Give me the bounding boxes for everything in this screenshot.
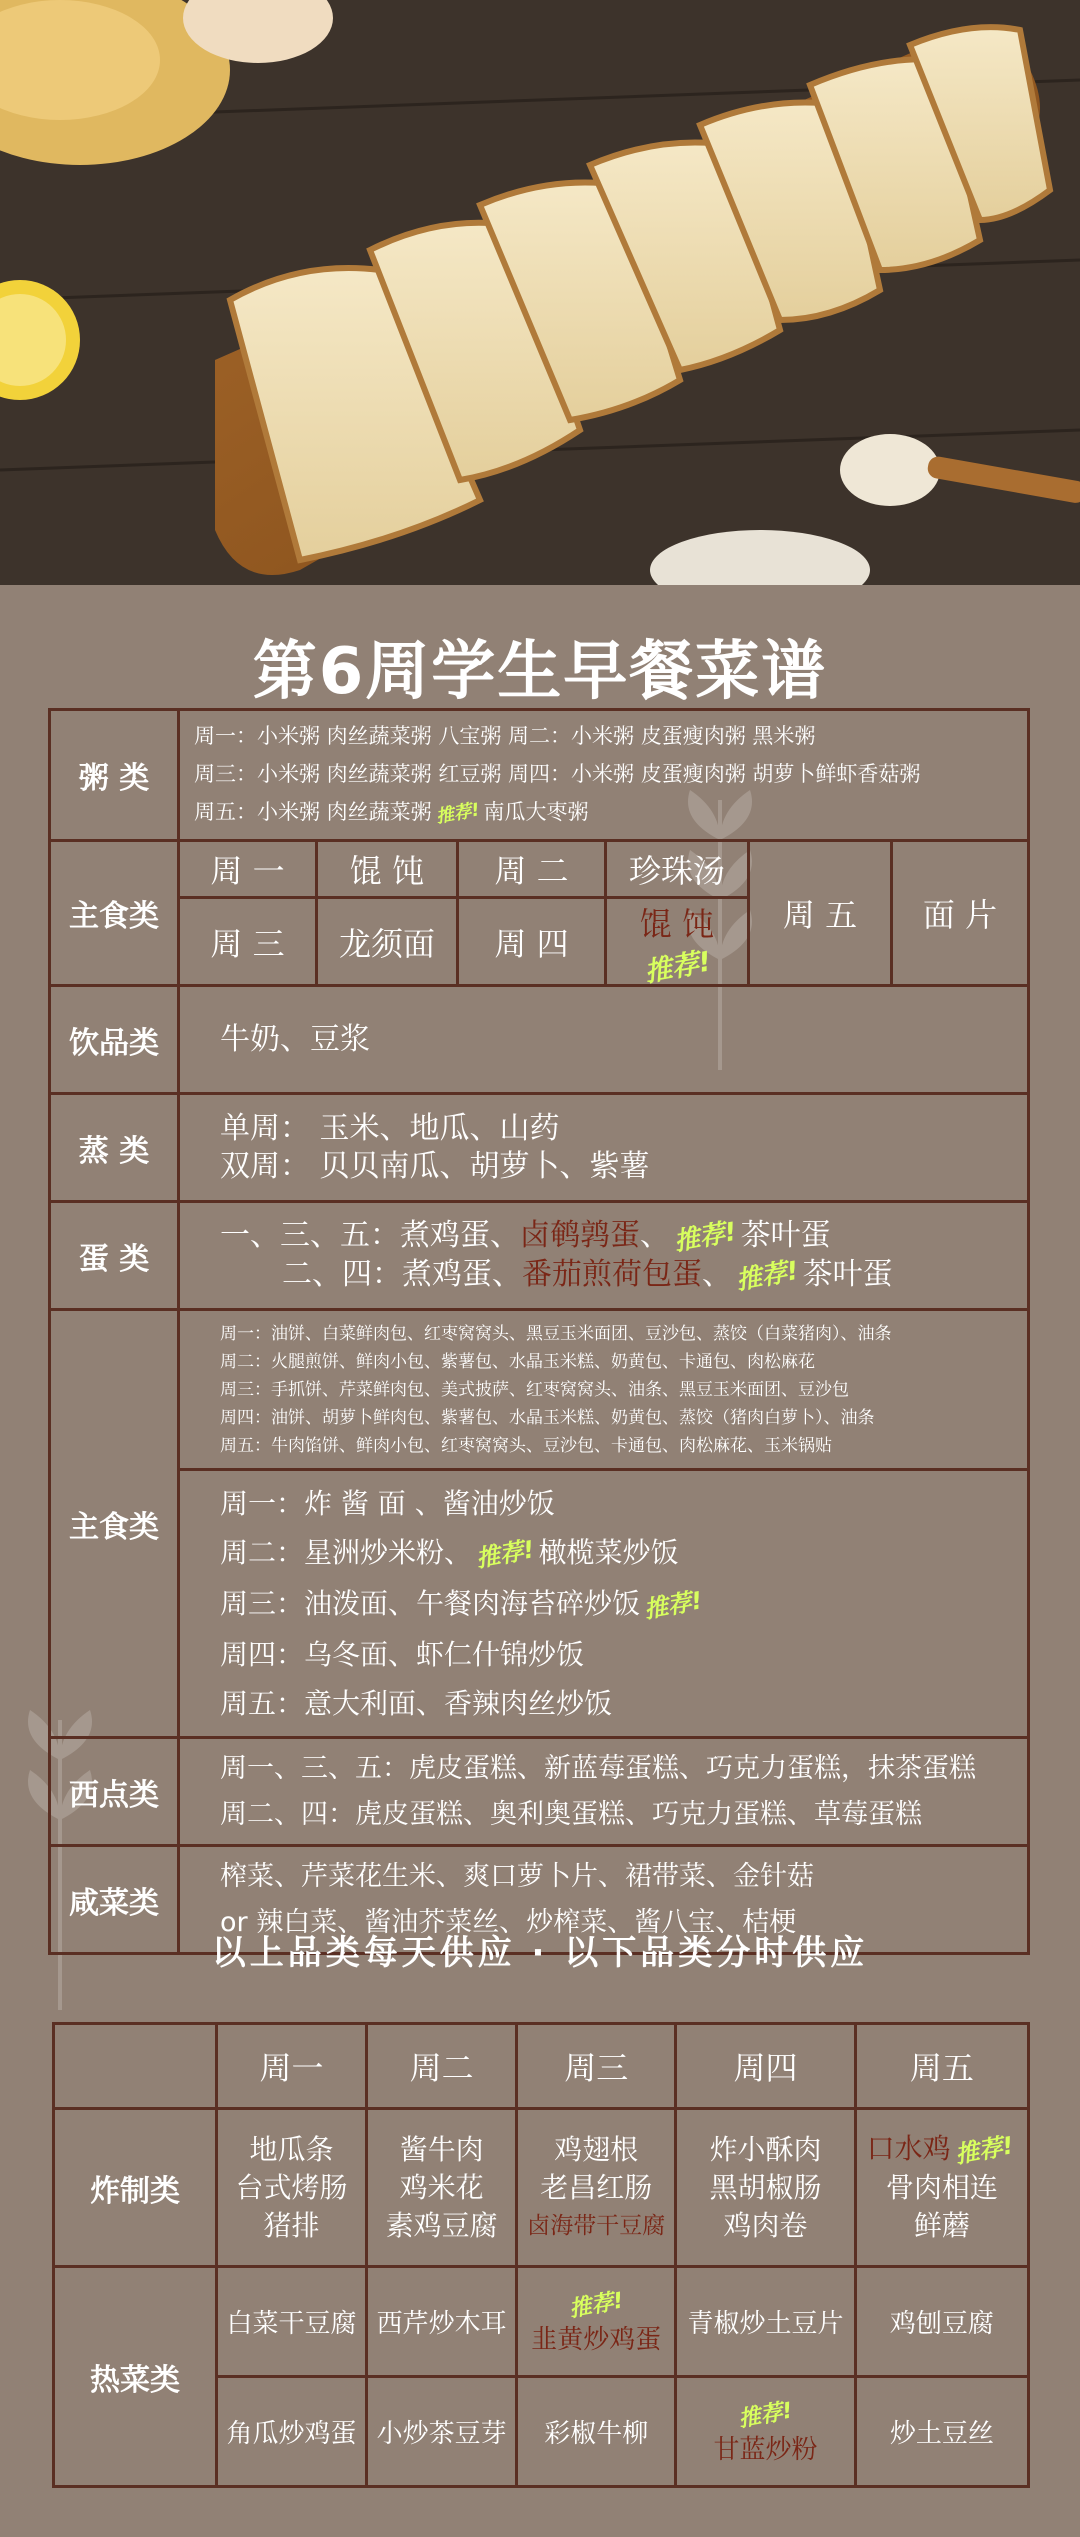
daily-menu-table	[48, 708, 1030, 1955]
recommend-badge: 推荐!	[733, 1255, 801, 1296]
list-item: 周一：油饼、白菜鲜肉包、红枣窝窝头、黑豆玉米面团、豆沙包、蒸饺（白菜猪肉）、油条	[220, 1323, 892, 1344]
congee-line: 南瓜大枣粥	[483, 800, 589, 824]
congee-cell	[179, 710, 1029, 841]
steam-cell	[179, 1094, 1029, 1202]
list-item: 二、四：煮鸡蛋、番茄煎荷包蛋、推荐!茶叶蛋	[220, 1256, 987, 1295]
hero-bread-photo	[0, 0, 1080, 585]
food-item: 老昌红肠	[540, 2170, 653, 2204]
day-cell: 周 五	[749, 841, 892, 986]
list-item	[194, 793, 1013, 833]
list-item: 周四：油饼、胡萝卜鲜肉包、紫薯包、水晶玉米糕、奶黄包、蒸饺（猪肉白萝卜）、油条	[220, 1407, 875, 1428]
category-label: 蛋 类	[50, 1202, 179, 1310]
list-item: 榨菜、芹菜花生米、爽口萝卜片、裙带菜、金针菇	[220, 1860, 814, 1892]
pastry-cell	[179, 1738, 1029, 1846]
list-item: 单周： 玉米、地瓜、山药	[220, 1110, 560, 1146]
table-row	[50, 1202, 1029, 1310]
food-item: 炸小酥肉	[709, 2132, 822, 2166]
drink-cell: 牛奶、豆浆	[179, 986, 1029, 1094]
food-item: 鸡肉卷	[723, 2208, 808, 2242]
day-cell: 周 二	[458, 841, 606, 898]
category-label: 蒸 类	[50, 1094, 179, 1202]
category-label: 饮品类	[50, 986, 179, 1094]
table-row	[50, 1094, 1029, 1202]
list-item: 周一：炸 酱 面 、酱油炒饭	[220, 1487, 555, 1520]
food-text: 馄 饨	[639, 905, 715, 943]
staple-text: 周三：油泼面、午餐肉海苔碎炒饭	[220, 1587, 641, 1620]
food-item: 鸡翅根	[554, 2132, 639, 2166]
staple-small-cell	[179, 1310, 1029, 1470]
food-cell: 珍珠汤	[606, 841, 749, 898]
food-cell: 白菜干豆腐	[217, 2267, 367, 2377]
list-item: 周二：火腿煎饼、鲜肉小包、紫薯包、水晶玉米糕、奶黄包、卡通包、肉松麻花	[220, 1351, 815, 1372]
list-item: 周二、四：虎皮蛋糕、奥利奥蛋糕、巧克力蛋糕、草莓蛋糕	[220, 1798, 922, 1830]
day-header: 周三	[517, 2024, 676, 2109]
table-row	[54, 2024, 1029, 2109]
food-cell: 青椒炒土豆片	[676, 2267, 855, 2377]
table-row	[54, 2267, 1029, 2377]
egg-text: 一、三、五：煮鸡蛋、	[220, 1217, 520, 1253]
day-cell: 周 三	[179, 898, 317, 986]
recommend-badge: 推荐!	[641, 1586, 705, 1624]
day-cell: 周 四	[458, 898, 606, 986]
food-text: 口水鸡	[866, 2132, 951, 2165]
food-item: 鸡米花	[399, 2170, 484, 2204]
food-item: 骨肉相连	[885, 2171, 998, 2204]
egg-text: 卤鹌鹑蛋	[520, 1217, 640, 1253]
list-item: 周三：手抓饼、芹菜鲜肉包、美式披萨、红枣窝窝头、油条、黑豆玉米面团、豆沙包	[220, 1379, 849, 1400]
staple-text: 周二：星洲炒米粉、	[220, 1536, 473, 1569]
recommend-badge: 推荐!	[434, 799, 481, 828]
food-cell	[676, 2109, 855, 2267]
recommend-badge: 推荐!	[567, 2286, 626, 2322]
egg-text: 二、四：煮鸡蛋、	[282, 1256, 522, 1292]
food-cell: 小炒茶豆芽	[367, 2377, 517, 2487]
food-item: 台式烤肠	[235, 2170, 348, 2204]
food-cell	[517, 2267, 676, 2377]
food-cell	[517, 2109, 676, 2267]
food-cell	[367, 2109, 517, 2267]
category-label: 炸制类	[54, 2109, 217, 2267]
list-item: 周三：小米粥 肉丝蔬菜粥 红豆粥 周四：小米粥 皮蛋瘦肉粥 胡萝卜鲜虾香菇粥	[194, 762, 921, 786]
food-cell: 西芹炒木耳	[367, 2267, 517, 2377]
category-label: 咸菜类	[50, 1846, 179, 1954]
food-cell: 炒土豆丝	[855, 2377, 1028, 2487]
list-item: or 辣白菜、酱油芥菜丝、炒榨菜、酱八宝、桔梗	[220, 1906, 797, 1938]
food-cell: 角瓜炒鸡蛋	[217, 2377, 367, 2487]
list-item	[220, 1579, 987, 1630]
list-item: 周一：小米粥 肉丝蔬菜粥 八宝粥 周二：小米粥 皮蛋瘦肉粥 黑米粥	[194, 724, 816, 748]
list-item	[220, 1528, 987, 1579]
food-cell	[855, 2109, 1028, 2267]
category-label: 热菜类	[54, 2267, 217, 2487]
staple-text: 橄榄菜炒饭	[538, 1536, 679, 1569]
day-header: 周一	[217, 2024, 367, 2109]
bread-illustration	[0, 0, 1080, 585]
recommend-badge: 推荐!	[671, 1216, 739, 1257]
food-item: 鲜蘑	[913, 2209, 970, 2242]
food-text: 甘蓝炒粉	[713, 2434, 818, 2465]
table-row	[50, 1470, 1029, 1738]
day-header: 周四	[676, 2024, 855, 2109]
table-row	[50, 1738, 1029, 1846]
food-item: 卤海带干豆腐	[527, 2212, 666, 2239]
category-label: 主食类	[50, 841, 179, 986]
staple-big-cell	[179, 1470, 1029, 1738]
list-item: 周四：乌冬面、虾仁什锦炒饭	[220, 1638, 585, 1671]
category-label: 西点类	[50, 1738, 179, 1846]
food-item	[857, 2130, 1027, 2169]
table-row	[50, 710, 1029, 841]
egg-text: 番茄煎荷包蛋	[522, 1256, 702, 1292]
food-cell: 龙须面	[317, 898, 458, 986]
recommend-badge: 推荐!	[736, 2396, 795, 2432]
food-item: 黑胡椒肠	[709, 2170, 822, 2204]
list-item: 周五：意大利面、香辣肉丝炒饭	[220, 1687, 613, 1720]
food-text: 韭黄炒鸡蛋	[531, 2324, 662, 2355]
day-header: 周五	[855, 2024, 1028, 2109]
table-row	[54, 2109, 1029, 2267]
list-item: 周一、三、五：虎皮蛋糕、新蓝莓蛋糕、巧克力蛋糕，抹茶蛋糕	[220, 1752, 976, 1784]
recommend-badge: 推荐!	[473, 1535, 537, 1573]
table-row	[50, 1310, 1029, 1470]
food-item: 酱牛肉	[399, 2132, 484, 2166]
food-cell: 馄 饨	[317, 841, 458, 898]
page-title: 第6周学生早餐菜谱	[252, 635, 828, 709]
category-label: 主食类	[50, 1310, 179, 1738]
congee-line: 周五：小米粥 肉丝蔬菜粥	[194, 800, 432, 824]
table-row	[50, 986, 1029, 1094]
egg-cell	[179, 1202, 1029, 1310]
egg-text: 茶叶蛋	[740, 1217, 831, 1253]
food-item: 地瓜条	[249, 2132, 334, 2166]
list-item: 周五：牛肉馅饼、鲜肉小包、红枣窝窝头、豆沙包、卡通包、肉松麻花、玉米锅贴	[220, 1435, 832, 1456]
food-cell: 面 片	[892, 841, 1029, 986]
list-item: 一、三、五：煮鸡蛋、卤鹌鹑蛋、推荐!茶叶蛋	[220, 1217, 987, 1256]
corner-cell	[54, 2024, 217, 2109]
food-cell: 彩椒牛柳	[517, 2377, 676, 2487]
table-row	[50, 841, 1029, 898]
recommend-badge: 推荐!	[952, 2131, 1016, 2169]
recommend-badge: 推荐!	[641, 946, 714, 989]
egg-text: 茶叶蛋	[802, 1256, 893, 1292]
food-cell: 鸡刨豆腐	[855, 2267, 1028, 2377]
supply-note: 以上品类每天供应 · 以下品类分时供应	[211, 1933, 869, 1973]
day-cell: 周 一	[179, 841, 317, 898]
timed-menu-table	[52, 2022, 1030, 2488]
food-item: 素鸡豆腐	[385, 2208, 498, 2242]
day-header: 周二	[367, 2024, 517, 2109]
food-cell	[217, 2109, 367, 2267]
food-cell	[606, 898, 749, 989]
food-item: 猪排	[263, 2208, 320, 2242]
food-cell	[676, 2377, 855, 2487]
category-label: 粥 类	[50, 710, 179, 841]
list-item: 双周： 贝贝南瓜、胡萝卜、紫薯	[220, 1148, 650, 1184]
